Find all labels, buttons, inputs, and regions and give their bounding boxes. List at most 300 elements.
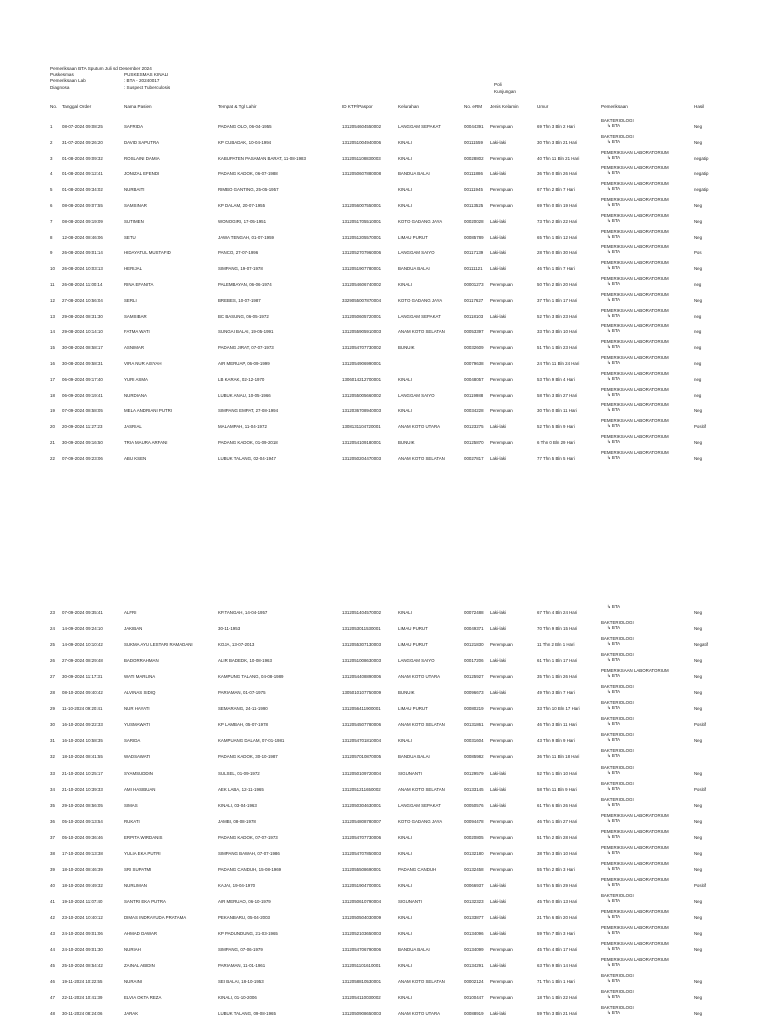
row-umur: 54 Thn 5 Bln 29 Hari xyxy=(537,882,578,888)
row-tanggal-order: 30-08-2024 09:58:31 xyxy=(62,361,103,366)
row-pemeriksaan-category: PEMERIKSAAN LABORATORIUM xyxy=(601,355,669,360)
col-no-erm: No. eRM xyxy=(464,104,483,109)
row-jenis-kelamin: Perempuan xyxy=(490,818,513,824)
row-hasil: Neg xyxy=(694,931,703,936)
row-no: 22 xyxy=(50,455,55,461)
row-no: 1 xyxy=(50,124,53,129)
row-pemeriksaan-category: PEMERIKSAAN LABORATORIUM xyxy=(601,449,669,455)
row-no-erm: 00027817 xyxy=(464,455,484,461)
diagnosa-label: Diagnosa xyxy=(50,85,70,90)
row-hasil: Neg xyxy=(694,124,703,129)
row-tempat-tgl-lahir: KOJA, 13-07-2013 xyxy=(218,642,255,648)
row-pemeriksaan-category: BAKTERIOLOGI xyxy=(601,652,634,658)
row-no: 35 xyxy=(50,802,55,808)
row-kelurahan: KINALI xyxy=(398,187,412,193)
table-row xyxy=(0,796,768,811)
table-row xyxy=(0,149,768,164)
row-no: 38 xyxy=(50,850,55,856)
table-row xyxy=(0,620,768,634)
row-no-erm: 00111886 xyxy=(464,171,483,177)
row-id-ktp: 1312051004940006 xyxy=(342,139,382,145)
row-pemeriksaan-category: PEMERIKSAAN LABORATORIUM xyxy=(601,860,669,866)
row-jenis-kelamin: Laki-laki xyxy=(490,882,507,888)
row-jenis-kelamin: Laki-laki xyxy=(490,786,507,792)
row-tanggal-order: 12-08-2024 08:46:06 xyxy=(62,234,103,240)
col-id-ktp: ID KTP/Paspor xyxy=(342,104,373,109)
row-umur: 69 Thn 0 Bln 19 Hari xyxy=(537,203,578,208)
row-pemeriksaan-category: PEMERIKSAAN LABORATORIUM xyxy=(601,212,669,218)
row-id-ktp: 1312051108830003 xyxy=(342,155,381,161)
row-id-ktp: 1312058810530001 xyxy=(342,979,382,985)
row-no-erm: 00118103 xyxy=(464,313,484,319)
row-nama-pasien: JAKIBAN xyxy=(124,626,143,632)
poli-label: Poli xyxy=(494,82,502,87)
row-nama-pasien: SAMSINAR xyxy=(124,203,147,208)
row-hasil: Pos xyxy=(694,250,702,256)
row-nama-pasien: ROSLAINI DAMIA xyxy=(124,155,160,161)
row-umur: 55 Thn 2 Bln 3 Hari xyxy=(537,866,575,872)
row-id-ktp: 1312050504030009 xyxy=(342,914,382,920)
row-no-erm: 00044391 xyxy=(464,124,484,129)
row-no-erm: 00111559 xyxy=(464,139,483,145)
row-pemeriksaan-category: PEMERIKSAAN LABORATORIUM xyxy=(601,828,669,834)
row-jenis-kelamin: Laki-laki xyxy=(490,139,507,145)
row-id-ktp: 1306014212700001 xyxy=(342,376,382,382)
row-pemeriksaan-bta: ↳ BTA xyxy=(607,249,621,255)
row-id-ktp: 1312054706790006 xyxy=(342,947,382,953)
row-no-erm: 00096673 xyxy=(464,690,484,696)
row-tempat-tgl-lahir: KP DALAM, 20-07-1955 xyxy=(218,203,266,208)
row-hasil: neg xyxy=(694,345,702,351)
row-tempat-tgl-lahir: KP LAMBAH, 05-07-1978 xyxy=(218,722,268,728)
row-hasil: Neg xyxy=(694,234,703,240)
row-pemeriksaan-bta: ↳ BTA xyxy=(607,123,621,128)
row-nama-pasien: RUKATI xyxy=(124,818,140,824)
row-hasil: Neg xyxy=(694,690,703,696)
row-tempat-tgl-lahir: KINALI, 03-04-1963 xyxy=(218,802,257,808)
row-jenis-kelamin: Perempuan xyxy=(490,392,513,398)
row-tempat-tgl-lahir: SIMPANG, 19-07-1978 xyxy=(218,266,263,272)
row-no-erm: 00121830 xyxy=(464,642,484,648)
row-jenis-kelamin: Laki-laki xyxy=(490,626,507,632)
row-jenis-kelamin: Perempuan xyxy=(490,155,513,161)
row-id-ktp: 1312050605720001 xyxy=(342,313,382,319)
row-tempat-tgl-lahir: 30-11-1953 xyxy=(218,626,241,632)
row-tempat-tgl-lahir: LB KARAK, 02-12-1970 xyxy=(218,376,265,382)
row-no-erm: 00132458 xyxy=(464,866,484,872)
row-pemeriksaan-bta: ↳ BTA xyxy=(607,296,621,302)
row-tempat-tgl-lahir: KABUPATEN PASAMAN BARAT, 11-08-1983 xyxy=(218,155,306,161)
row-tempat-tgl-lahir: AEK LABA, 12-11-1965 xyxy=(218,786,264,792)
row-tanggal-order: 23-10-2024 10:40:12 xyxy=(62,914,103,920)
row-id-ktp: 1312055005660002 xyxy=(342,392,382,398)
row-umur: 6 Thn 0 Bln 29 Hari xyxy=(537,440,575,445)
row-pemeriksaan-bta: ↳ BTA xyxy=(607,312,621,318)
row-hasil: neg xyxy=(694,313,702,319)
row-kelurahan: BUNUIK xyxy=(398,440,415,445)
row-tempat-tgl-lahir: KP.TANGAH, 14-04-1957 xyxy=(218,610,268,615)
row-nama-pasien: SRI SUPATMI xyxy=(124,866,152,872)
row-tanggal-order: 18-10-2024 09:49:32 xyxy=(62,882,103,888)
row-hasil: neg xyxy=(694,392,702,398)
row-no-erm: 00134291 xyxy=(464,963,484,969)
row-no-erm: 00085982 xyxy=(464,754,484,760)
row-umur: 51 Thn 2 Bln 28 Hari xyxy=(537,834,578,840)
row-kelurahan: KINALI xyxy=(398,963,412,969)
col-umur: Umur xyxy=(537,104,549,109)
row-no: 8 xyxy=(50,234,53,240)
row-hasil: neg xyxy=(694,329,702,335)
row-pemeriksaan-bta: ↳ BTA xyxy=(607,407,621,413)
row-kelurahan: KINALI xyxy=(398,282,412,287)
row-umur: 70 Thn 9 Bln 15 Hari xyxy=(537,626,578,632)
row-jenis-kelamin: Perempuan xyxy=(490,187,513,193)
row-umur: 46 Thn 1 Bln 27 Hari xyxy=(537,818,578,824)
row-pemeriksaan-bta: ↳ BTA xyxy=(607,186,621,192)
row-no-erm: 00111121 xyxy=(464,266,483,272)
row-tanggal-order: 14-09-2024 10:10:42 xyxy=(62,642,103,648)
row-tempat-tgl-lahir: PEKANBARU, 05-04-2003 xyxy=(218,914,270,920)
row-pemeriksaan-bta: ↳ BTA xyxy=(607,930,621,935)
row-no-erm: 00119988 xyxy=(464,392,484,398)
row-tanggal-order: 17-10-2024 09:13:38 xyxy=(62,850,103,856)
row-kelurahan: KINALI xyxy=(398,203,412,208)
row-nama-pasien: ALVINAS SIDIQ xyxy=(124,690,156,696)
row-no-erm: 00066937 xyxy=(464,882,484,888)
row-nama-pasien: HERIJAL xyxy=(124,266,143,272)
row-nama-pasien: SARIDA xyxy=(124,738,141,744)
row-jenis-kelamin: Laki-laki xyxy=(490,610,507,615)
row-tempat-tgl-lahir: JAMBI, 08-08-1978 xyxy=(218,818,256,824)
col-no: No. xyxy=(50,104,58,109)
row-nama-pasien: ABU KSEN xyxy=(124,455,147,461)
row-pemeriksaan-category: BAKTERIOLOGI xyxy=(601,133,634,139)
row-kelurahan: ANAM KOTO SELATAN xyxy=(398,979,445,985)
row-nama-pasien: NURLIMAN xyxy=(124,882,147,888)
row-tempat-tgl-lahir: PADANG KADOK, 30-10-1987 xyxy=(218,754,278,760)
row-jenis-kelamin: Perempuan xyxy=(490,738,513,744)
table-row xyxy=(0,957,768,971)
row-no: 37 xyxy=(50,834,55,840)
row-hasil: Neg xyxy=(694,626,703,632)
row-tanggal-order: 01-08-2024 09:12:41 xyxy=(62,171,103,177)
row-kelurahan: BANDUA BALAI xyxy=(398,947,430,953)
row-id-ktp: 1308131104720001 xyxy=(342,424,381,430)
table-row xyxy=(0,684,768,698)
row-jenis-kelamin: Perempuan xyxy=(490,642,513,648)
row-no-erm: 00049371 xyxy=(464,626,484,632)
row-no: 42 xyxy=(50,914,55,920)
row-no-erm: 00020028 xyxy=(464,218,484,224)
row-nama-pasien: AMI HASIBUAN xyxy=(124,786,156,792)
row-no: 30 xyxy=(50,722,55,728)
row-tempat-tgl-lahir: PADANG KADOK, 06-07-1988 xyxy=(218,171,278,177)
row-nama-pasien: BADORRAHMAN xyxy=(124,658,159,664)
row-pemeriksaan-bta: ↳ BTA xyxy=(607,833,621,839)
row-nama-pasien: ERPITA WIRDANIS xyxy=(124,834,163,840)
row-hasil: Neg xyxy=(694,218,703,224)
row-jenis-kelamin: Perempuan xyxy=(490,674,513,680)
table-row xyxy=(0,291,768,306)
row-umur: 36 Thn 11 Bln 18 Hari xyxy=(537,754,580,760)
row-pemeriksaan-category: PEMERIKSAAN LABORATORIUM xyxy=(601,276,669,281)
row-kelurahan: KINALI xyxy=(398,882,412,888)
row-hasil: Neg xyxy=(694,297,703,303)
row-tempat-tgl-lahir: AIR MERUAO, 06-10-1979 xyxy=(218,898,271,904)
row-no-erm: 00032609 xyxy=(464,345,484,351)
row-pemeriksaan-bta: ↳ BTA xyxy=(607,897,621,903)
row-pemeriksaan-category: PEMERIKSAAN LABORATORIUM xyxy=(601,165,669,171)
row-pemeriksaan-category: BAKTERIOLOGI xyxy=(601,620,634,626)
row-umur: 51 Thn 1 Bln 23 Hari xyxy=(537,345,578,351)
row-pemeriksaan-bta: ↳ BTA xyxy=(607,625,621,631)
row-nama-pasien: TRIA MAURA ARFANI xyxy=(124,440,168,445)
row-nama-pasien: ALFRI xyxy=(124,610,137,615)
row-nama-pasien: ZAINAL ABIDIN xyxy=(124,963,155,969)
row-hasil: Neg xyxy=(694,455,703,461)
row-umur: 24 Thn 11 Bln 24 Hari xyxy=(537,361,580,366)
row-kelurahan: KINALI xyxy=(398,738,412,744)
row-nama-pasien: WADSAWATI xyxy=(124,754,151,760)
row-umur: 46 Thn 1 Bln 7 Hari xyxy=(537,266,575,272)
row-tempat-tgl-lahir: LUBUK ANAU, 10-05-1966 xyxy=(218,392,271,398)
row-no-erm: 00134096 xyxy=(464,931,484,936)
col-tanggal-order: Tanggal Order xyxy=(62,104,92,109)
table-row xyxy=(0,402,768,416)
row-jenis-kelamin: Laki-laki xyxy=(490,313,507,319)
row-pemeriksaan-bta: ↳ BTA xyxy=(607,423,621,429)
row-umur: 33 Thn 10 Bln 17 Hari xyxy=(537,706,580,712)
row-nama-pasien: VIRA NUR AISYAH xyxy=(124,361,162,366)
row-id-ktp: 1312054408890006 xyxy=(342,674,382,680)
row-no-erm: 00094478 xyxy=(464,818,484,824)
row-umur: 61 Thn 1 Bln 17 Hari xyxy=(537,658,578,664)
row-tempat-tgl-lahir: WONOGIRI, 17-05-1951 xyxy=(218,218,267,224)
row-pemeriksaan-bta: ↳ BTA xyxy=(607,265,621,271)
row-kelurahan: LANGGAM SEPAKAT xyxy=(398,124,441,129)
table-row xyxy=(0,260,768,274)
row-nama-pasien: NURIAH xyxy=(124,947,141,953)
row-no: 5 xyxy=(50,187,53,193)
table-row xyxy=(0,908,768,923)
row-no: 2 xyxy=(50,139,53,145)
row-jenis-kelamin: Laki-laki xyxy=(490,931,507,936)
row-no-erm: 00080219 xyxy=(464,706,484,712)
row-kelurahan: KOTO GADANG JAYA xyxy=(398,297,443,303)
row-jenis-kelamin: Laki-laki xyxy=(490,455,507,461)
row-umur: 61 Thn 6 Bln 26 Hari xyxy=(537,802,578,808)
row-no: 29 xyxy=(50,706,55,712)
row-nama-pasien: JARAK xyxy=(124,1011,139,1017)
row-kelurahan: ANAM KOTO SELATAN xyxy=(398,455,445,461)
row-pemeriksaan-category: PEMERIKSAAN LABORATORIUM xyxy=(601,402,669,408)
row-no-erm: 00100447 xyxy=(464,995,484,1001)
row-jenis-kelamin: Perempuan xyxy=(490,297,513,303)
row-jenis-kelamin: Perempuan xyxy=(490,706,513,712)
row-kelurahan: LANGGAM SAIYO xyxy=(398,250,435,256)
row-tempat-tgl-lahir: MALAMPAH, 11-04-1972 xyxy=(218,424,267,430)
row-kelurahan: KINALI xyxy=(398,155,412,161)
row-pemeriksaan-category: PEMERIKSAAN LABORATORIUM xyxy=(601,307,669,313)
row-pemeriksaan-category: PEMERIKSAAN LABORATORIUM xyxy=(601,339,669,345)
row-no: 14 xyxy=(50,329,55,335)
row-tanggal-order: 21-10-2024 10:25:17 xyxy=(62,770,103,776)
row-no-erm: 00079638 xyxy=(464,361,484,366)
row-no-erm: 00113525 xyxy=(464,203,484,208)
row-kelurahan: LIMAU PURUT xyxy=(398,642,428,648)
row-no: 48 xyxy=(50,1011,55,1017)
row-no-erm: 00125870 xyxy=(464,440,484,445)
table-row xyxy=(0,941,768,955)
col-nama-pasien: Nama Pasien xyxy=(124,104,152,109)
table-row xyxy=(0,244,768,258)
row-hasil: Neg xyxy=(694,266,703,272)
row-pemeriksaan-category: PEMERIKSAAN LABORATORIUM xyxy=(601,434,669,439)
row-no: 11 xyxy=(50,282,55,287)
row-kelurahan: ANAM KOTO SELATAN xyxy=(398,786,445,792)
row-nama-pasien: SUKMA AYU LESTARI RAMADANI xyxy=(124,642,193,648)
row-nama-pasien: ASNIMAR xyxy=(124,345,145,351)
row-jenis-kelamin: Laki-laki xyxy=(490,690,507,696)
row-umur: 69 Thn 3 Bln 2 Hari xyxy=(537,124,575,129)
row-tanggal-order: 25-10-2024 08:54:42 xyxy=(62,963,103,969)
row-id-ktp: 1312051008630003 xyxy=(342,658,382,664)
row-jenis-kelamin: Perempuan xyxy=(490,203,513,208)
row-nama-pasien: YUSMAWATI xyxy=(124,722,150,728)
row-hasil: Neg xyxy=(694,947,703,953)
row-jenis-kelamin: Laki-laki xyxy=(490,171,507,177)
row-no-erm: 00028802 xyxy=(464,155,484,161)
row-umur: 35 Thn 1 Bln 26 Hari xyxy=(537,674,578,680)
row-tempat-tgl-lahir: BC BASUNG, 06-05-1972 xyxy=(218,313,269,319)
table-row xyxy=(0,925,768,939)
row-id-ktp: 1312051205570001 xyxy=(342,234,382,240)
row-umur: 45 Thn 4 Bln 17 Hari xyxy=(537,947,578,953)
diagnosa-value: : Suspect Tuberculosis xyxy=(124,85,171,90)
table-row xyxy=(0,989,768,1003)
table-row xyxy=(0,118,768,132)
row-no: 25 xyxy=(50,642,55,648)
row-id-ktp: 1312056007550001 xyxy=(342,203,382,208)
row-kelurahan: KINALI xyxy=(398,376,412,382)
row-umur: 28 Thn 0 Bln 30 Hari xyxy=(537,250,578,256)
row-hasil: neg xyxy=(694,282,702,287)
table-row xyxy=(0,133,768,148)
row-hasil: Positif xyxy=(694,424,706,430)
row-kelurahan: KINALI xyxy=(398,914,412,920)
table-row xyxy=(0,449,768,464)
row-hasil: Positif xyxy=(694,882,706,888)
row-umur: 40 Thn 11 Bln 21 Hari xyxy=(537,155,580,161)
row-no: 4 xyxy=(50,171,53,177)
col-tempat-tgl-lahir: Tempat & Tgl Lahir xyxy=(218,104,257,109)
row-nama-pasien: MELA ANDRIANI PUTRI xyxy=(124,408,173,414)
row-tanggal-order: 24-10-2024 09:01:06 xyxy=(62,931,103,936)
col-pemeriksaan: Pemeriksaan xyxy=(601,104,628,109)
row-no-erm: 00117139 xyxy=(464,250,484,256)
row-jenis-kelamin: Perempuan xyxy=(490,440,513,445)
row-tempat-tgl-lahir: SIMPANG EMPAT, 27-08-1994 xyxy=(218,408,279,414)
row-tanggal-order: 24-10-2024 09:01:30 xyxy=(62,947,103,953)
row-jenis-kelamin: Perempuan xyxy=(490,754,513,760)
row-id-ktp: 1312053011530001 xyxy=(342,626,381,632)
table-row xyxy=(0,700,768,714)
row-umur: 33 Thn 3 Bln 10 Hari xyxy=(537,329,578,335)
row-kelurahan: KINALI xyxy=(398,139,412,145)
row-no-erm: 00053397 xyxy=(464,329,484,335)
row-hasil: Neg xyxy=(694,866,703,872)
row-id-ktp: 1312051404570002 xyxy=(342,610,382,615)
row-id-ktp: 1312055905910003 xyxy=(342,329,382,335)
table-row xyxy=(0,764,768,779)
row-no: 24 xyxy=(50,626,55,632)
row-jenis-kelamin: Laki-laki xyxy=(490,770,507,776)
row-tanggal-order: 18-10-2024 08:46:39 xyxy=(62,866,103,872)
row-tanggal-order: 19-11-2024 10:22:55 xyxy=(62,979,103,985)
row-kelurahan: KINALI xyxy=(398,610,412,615)
row-tanggal-order: 26-08-2024 11:00:14 xyxy=(62,282,103,287)
kunjungan-label: Kunjungan xyxy=(494,89,516,94)
row-nama-pasien: SERLI xyxy=(124,297,137,303)
row-umur: 36 Thn 0 Bln 26 Hari xyxy=(537,171,578,177)
row-jenis-kelamin: Perempuan xyxy=(490,376,513,382)
table-row xyxy=(0,1005,768,1019)
row-tempat-tgl-lahir: PADANG KADOK, 01-09-2018 xyxy=(218,440,278,445)
row-no-erm: 00131861 xyxy=(464,722,484,728)
row-umur: 18 Thn 1 Bln 22 Hari xyxy=(537,995,578,1001)
row-kelurahan: BANDUA BALAI xyxy=(398,171,430,177)
row-jenis-kelamin: Laki-laki xyxy=(490,218,507,224)
row-pemeriksaan-bta: ↳ BTA xyxy=(607,705,621,711)
row-nama-pasien: SIMAS xyxy=(124,802,138,808)
row-no: 13 xyxy=(50,313,55,319)
row-jenis-kelamin: Laki-laki xyxy=(490,963,507,969)
row-id-ktp: 1312050304630001 xyxy=(342,802,382,808)
lab-value: : BTA - 20240017 xyxy=(124,78,160,83)
row-pemeriksaan-bta: ↳ BTA xyxy=(607,753,621,759)
row-jenis-kelamin: Laki-laki xyxy=(490,424,507,430)
row-nama-pasien: SANTRI EKA PUTRA xyxy=(124,898,166,904)
row-no-erm: 00085789 xyxy=(464,234,484,240)
row-nama-pasien: SETU xyxy=(124,234,136,240)
row-id-ktp: 1312036708940003 xyxy=(342,408,382,414)
row-pemeriksaan-bta: ↳ BTA xyxy=(607,946,621,952)
row-tempat-tgl-lahir: PADANG JIRAT, 07-07-1973 xyxy=(218,345,274,351)
row-no: 40 xyxy=(50,882,55,888)
row-hasil: Neg xyxy=(694,408,703,414)
row-tanggal-order: 08-07-2024 09:08:25 xyxy=(62,124,103,129)
row-tempat-tgl-lahir: SIMPANG, 07-06-1979 xyxy=(218,947,263,953)
row-jenis-kelamin: Perempuan xyxy=(490,722,513,728)
row-tanggal-order: 05-10-2024 09:13:54 xyxy=(62,818,103,824)
row-tanggal-order: 31-07-2024 09:26:20 xyxy=(62,139,103,145)
row-kelurahan: KINALI xyxy=(398,995,412,1001)
row-umur: 46 Thn 3 Bln 11 Hari xyxy=(537,722,577,728)
table-row xyxy=(0,716,768,730)
row-id-ktp: 1312054707730002 xyxy=(342,345,382,351)
row-pemeriksaan-category: BAKTERIOLOGI xyxy=(601,1005,634,1011)
row-jenis-kelamin: Laki-laki xyxy=(490,898,507,904)
row-pemeriksaan-bta: ↳ BTA xyxy=(607,344,621,350)
row-pemeriksaan-bta: ↳ BTA xyxy=(607,769,621,775)
row-kelurahan: KINALI xyxy=(398,834,412,840)
row-umur: 43 Thn 9 Bln 9 Hari xyxy=(537,738,575,744)
row-no: 33 xyxy=(50,770,55,776)
row-tempat-tgl-lahir: SEMARANG, 24-11-1990 xyxy=(218,706,268,712)
row-pemeriksaan-category: BAKTERIOLOGI xyxy=(601,118,634,123)
row-pemeriksaan-bta: ↳ BTA xyxy=(607,1010,621,1016)
table-row xyxy=(0,212,768,227)
